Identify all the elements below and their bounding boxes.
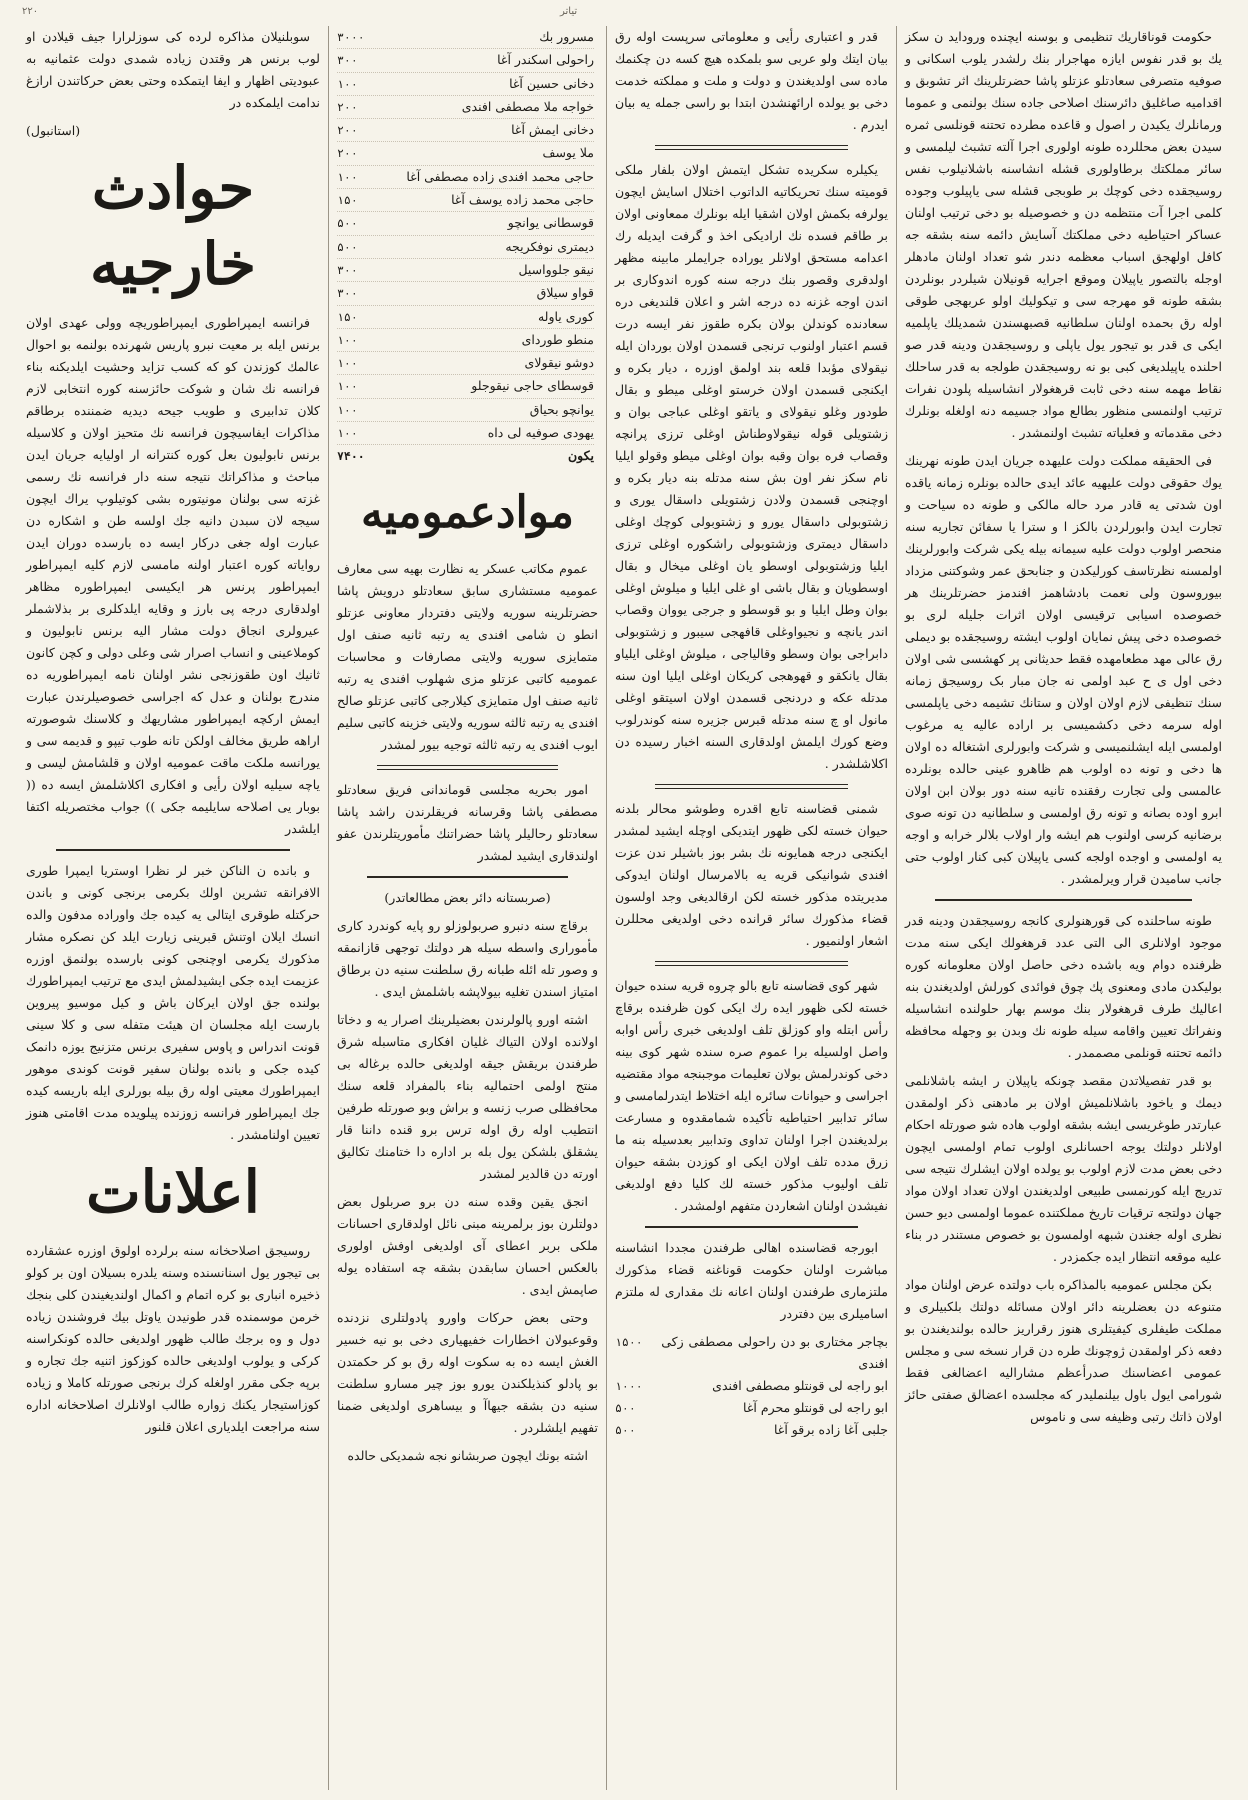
section-rule bbox=[655, 961, 848, 966]
article-paragraph: قدر و اعتباری رأیی و معلوماتی سرپست اوله رق بیان ایتك ولو عربی سو بلمکده هیچ کسه دن چکنمك ماده سی اولدیغندن و دولت و ملت و مملکته خدمت دخی بو یولده ارائهنشدن ابتدا بو راسی جمله یه بیان ایدرم . bbox=[615, 29, 888, 132]
article-paragraph: امور بحریه مجلسی قوماندانی فریق سعادتلو مصطفی پاشا وقرسانه فریقلرندن راشد پاشا سعادتلو رحالیلر پاشا حضراتنك مأموریتلرندن عفو اولندقاری ایشید لمشدر bbox=[337, 781, 598, 863]
running-head-title: تیاتر bbox=[560, 6, 578, 17]
column-3 bbox=[328, 26, 606, 1790]
article-paragraph: یکیلره سکریده تشکل ایتمش اولان بلفار ملکی قومیته سنك تحریکاتیه الداتوب اختلال اسایش ایچون یولرفه بکمش اولان اشقیا ایله بونلرك ممعاونی اولان بر طاقم فسده نك ارادیکی اخذ و گرفت ایدیله رك اعدامه مستحق اولانلر یوراده جرایملر مابینه مظهر اولدقری وقصور بنك درجه سنه کوره اندوکاری بر اندن اوجه غزنه ده درجه اشر و اعلان قلندیغی دره سعادنده کوندلن بولان بکره طقوز نفر ایسه درت قسم اعتبار اولنوب ترنجی قسمدن اولان بوردان ایله نیقولای مؤبدا قلعه بند اولمق اوزره ، دیار بکره و ایکنجی قسمدن اولان خرستو اوغلی میطو و بقال طودور وغلو نیقولای و یاتقو اوغلی عباجی بوان و زشتویلی قوله نیقولاوطناش اوغلی ترزی پرانچه وقصاب فره بوان وقبه بوان اوغلی میطو وقولو ایلیا نام سکز نفر اون بش سنه مدتله بنه دیار بکره و اوچنجی قسمدن ولادن زشتویلی داسقال یوری و زشتوبولی داسقال یورو و زشتوبولی کوچك اوغلی داسقال دیمتری وزشتوبولی راشکوره اوغلی ترزی ایلیا وزشتوبولی اوسطو یان اوغلی میخال و بقال اوسطویان و بقال باشی او غلی ایلیا و میلوش اوغلی بوان وطل ایلیا و بو قوسطو و جرجی یووان وقصاب اندر یانچه و نجیواوغلی قافهجی سیبور و زشتوبولی دابراجی بوان وسطو وقالیاجی ، میلوش اوغلی ایلیاو بقال یانکقو و قهوهجی کریکان اوغلی ایلیا اون سنه مدتله عکه و دردنجی قسمدن اولان اسیتقو اوغلی مانول او چ سنه مدتله قبرس جزیره سنه کوندرلوب وضع کورك ایلمش اولدقاری السنه اخبار رسیده دن اکلاشلشدر . bbox=[615, 162, 888, 771]
list-item: دخانی ایمش آغا ۲۰۰ bbox=[337, 119, 594, 142]
article-paragraph: عموم مکاتب عسکر یه نظارت بهیه سی معارف عمومیه مستشاری سابق سعادتلو درویش پاشا حضرتلرینه سوریه ولایتی دفتردار معاونی عزتلو انطو ن شامی افندی یه رتبه ثانیه صنف اول متمایزی سوریه ولایتی مصارفات و محاسبات عمومیه کاتبی عزتلو مزی شهلوب افندی یه رتبه ثانیه صنف اول متمایزی کیلارجی کاتبی عزتلو صالح افندی یه رتبه ثالثه سوریه ولایتی خزینه کاتبی سلیم ایوب افندی یه رتبه ثالثه توجیه بیور لمشدر bbox=[337, 560, 598, 752]
list-item: جلبی آغا زاده برقو آغا ۵۰۰ bbox=[615, 1422, 888, 1437]
list-item: دخانی حسین آغا ۱۰۰ bbox=[337, 73, 594, 96]
article-paragraph: طونه ساحلنده کی قورهنولری کانجه روسیجقدن ودینه قدر موجود اولانلری الی التی عدد قرهغولك ایکی سنه مدت ظرفنده دوام ویه باشده دخی حاصل اولان معلومانه کوره بولیکدن مادی ومعنوی پك چوق فوائدی کورلش اولدیغندن بنه اعالیك طرف قرهغولار بنك موسم بهار حلولنده انشاسیله ونفراتك تعیین واقامه سیله طونه نك وبدن بو وجهله محافظه دائمه تحتنه قونلمی مصممدر . bbox=[905, 913, 1222, 1060]
list-total: یکون ۷۴۰۰ bbox=[337, 448, 594, 464]
list-item: یوانچو بحیاق ۱۰۰ bbox=[337, 399, 594, 422]
list-item: قواو سیلاق ۳۰۰ bbox=[337, 282, 594, 305]
article-paragraph: اشته اورو پالولرندن بعضیلرینك اصرار یه و دخاتا اولانده اولان التیاك غلیان افکاری متاسبله شرق طرفندن بریقش جیقه اولدیغی حالده برغاله بی منتج اولمی احتمالیه بناء بالمفراد قلعه سنك محافظلی صرب زنسه و براش وبو صورتله طرفین انتطیب اوله رق اوله ترس برو قنده داننا قار یشقلق بلشکن یول بله بر اداره دا ختامنك تکالیق اورته دن قالدیر لمشدر bbox=[337, 1011, 598, 1181]
section-rule bbox=[645, 1226, 858, 1228]
column-1 bbox=[896, 26, 1230, 1790]
article-paragraph: سوبلنیلان مذاکره لرده کی سوزلرارا جیف قیلادن او لوب برنس هر وقتدن زیاده شمدی دولت عثمانیه به عبودیتی اظهار و ایفا ایتمکده وحتی بعض حرکاتندن ارازغ ندامت ایلمکده در bbox=[26, 29, 320, 110]
column-4 bbox=[18, 26, 328, 1790]
article-paragraph: روسیجق اصلاحخانه سنه برلرده اولوق اوزره عشقارده بی تیجور یول اسنانسنده وسنه یلدره بسیلان اون بر کولو ذخیره انباری بو کره اتمام و اکمال اولندیغیندن کلی بنجك خرمن موسمنده قدر طونیدن یاوتل بیك فروشندن زیاده دول و وه برجك طالب ظهور اولدیغی حالده کونكراسنه کرکی و یولوب اولدیغی حالده کوزکوز اتنیه جك تجاره و برپه جکی مقرر اولغله کرك برنجی صورتله کاملا و زیاده کوزاستیجار یکنك زواره طالب اولانلرك اصلاحخانه اداره سنه مراجعت ایلدیاری اعلان قلنور bbox=[26, 1243, 320, 1434]
columns bbox=[18, 26, 1230, 1790]
section-rule bbox=[935, 899, 1192, 901]
list-item: ابو راجه لی قونتلو محرم آغا ۵۰۰ bbox=[615, 1400, 888, 1415]
list-item: مسرور بك ۳۰۰۰ bbox=[337, 26, 594, 49]
article-paragraph: ابورجه قضاسنده اهالی طرفندن مجددا انشاسنه مباشرت اولنان حکومت قوناغنه قضاء مذکورك ملتزماری طرفندن اولنان اعانه نك مقداری له ملتزم اسامیلری بین دفتردر bbox=[615, 1240, 888, 1321]
list-item: منطو طوردای ۱۰۰ bbox=[337, 329, 594, 352]
article-paragraph: بو قدر تفصیلاتدن مقصد چونکه یاپیلان ر ایشه باشلانلمی دیمك و یاخود باشلانلمیش اولان بر مادهنی ذکر اولمقدن عبارتدر طوغریسی ایشه بشقه اولوب هاده شو صورتله احکام اولانلر دولتك یوجه احسانلری اولوب تمام اولمسی ایچون دخی بعض مدت لازم اولوب بو یولده اولان ایشلرك نتیجه سی تدریج ایله کورنمسی طبیعی اولدیغندن اولان تعداد اولان مواد جهان دولتجه ترقیات تاریخ مملکتنده عموما اولمسی دیو حسن نظری اوله جغندن شبهه اولمسون بو خصوص مستندر در بناء علیه موقعه انتظار ایده جکمزدر . bbox=[905, 1073, 1222, 1264]
section-heading: حوادث خارجیه bbox=[90, 154, 256, 298]
section-heading: موادعمومیه bbox=[361, 486, 574, 538]
section-rule bbox=[655, 784, 848, 789]
article-paragraph: فرانسه ایمپراطوری ایمپراطوریچه وولی عهدی اولان برنس ایله بر معیت نبرو پاریس شهرنده بولنمه بو احوال عالمك کوزندن کو که کسب تزاید وحشیت ایلدیکنه بناء فرانسه نك شان و شوکت حائزسنه کوره انتخابی لازم کلان تدابیری و طویب جیحه دیدیه ضمننده برطاقم مذاکرات ایفاسیچون فرانسه نك متحیز اولان و کلاسیله برنس نابولیون بعل کوره کنترانه ار اولیایه جریان ایدن مباحث و مذاکراتك نتیجه سنه دار فرانسه نك رسمی غزته سی بولنان مونیتوره بشی کوتیلوپ یراك ایچون سیجه لان سبدن دانیه جك اولسه طن و اشکاره دن عبارت اوله جغی درکار ایسه ده بارسده دوران ایدن روایاته کوره اعتبار اولنه مامسی لازم کلیه ایمپراطور ایمپراطور پرنس هر ایکیسی ایمپراطوره مظاهر اولدقاری درجه پی بارز و وقایه ایلدکلری بر بذلاشملر عیرولری انجاق دولت مشار الیه برنس نابولیون و کوملاعینی و انساب اصرار شی وعلی دولی و کچن کانون ثانیك اون طقوزنجی نشر اولنان نامه ایمپراطوریه ده مندرج بولنان و عدل که اجراسی خصوصیلرندن عبارت ایمش ارکچه ایمپراطور مشاریهك و کلاسنك شوصورته اراهه طریق مخالف اولکن تانه طوب تیپو و قدیمه سی و یورانسه ملکت ماقت عمومیه اولان و قلشامش لیسی و یاچه سیلیه اولان رأیی و افکاری اکلاشلمش ایسه ده (( بوبار یی اصلاحه سایلیمه جکی )) جواب مختصریله اکتفا ایلشدر bbox=[26, 315, 320, 836]
list-item: کوری یاوله ۱۵۰ bbox=[337, 306, 594, 329]
section-rule bbox=[377, 765, 558, 770]
list-item: نیقو جلوواسیل ۳۰۰ bbox=[337, 259, 594, 282]
article-paragraph: اشته بونك ایچون صربشانو نجه شمدیکی حالده bbox=[347, 1447, 588, 1463]
list-item: یهودی صوفیه لی داه ۱۰۰ bbox=[337, 422, 594, 445]
list-item: دیمتری نوفکریجه ۵۰۰ bbox=[337, 236, 594, 259]
running-head bbox=[0, 6, 1248, 24]
section-rule bbox=[655, 145, 848, 150]
list-item: حاجی محمد افندی زاده مصطفی آغا ۱۰۰ bbox=[337, 166, 594, 189]
list-item: بچاجر مختاری بو دن راحولی مصطفی زکی افندی ۱۵۰۰ bbox=[615, 1334, 888, 1371]
section-heading: اعلانات bbox=[86, 1158, 260, 1226]
article-paragraph: انجق یقین وقده سنه دن برو صربلول بعض دولتلرن بوز برلمرینه مبنی نائل اولدقاری احسانات ملکی بربر اعطای آی اولدیغی اوفش اولوری بالعکس احسان سابقدن بشقه چه استفاده یوله صاپمش ایدی . bbox=[337, 1193, 598, 1297]
article-paragraph: و بانده ن الناکن خبر لر نظرا اوستریا ایمپرا طوری الافرانقه تشرین اولك بکرمی برنجی کونی و باندن حرکتله طوقری ایتالی یه کیده جك واوراده مدفون والده انسك ایلان اوتنش قبرینی زیارت ایلد کن نصکره مشار مذکورك یکرمی اوچنجی کونی بارسده بولنمق اوزره عزیمت ایده جکی ایشیدلمش ایدی مع ترتیب ایمپراطورك بولنده جق اولان ایرکان باش و کیل موسیو پیروین بارست ایله مجلسان ان هیئت متفله سی و کلا سینی قونت اندراس و پاوس سفیری برنس متزنیج یوزه دانمک کیده جکی و بانده بولنان سفیر قونت کوندی موهور ایمپراطورك معیتی اوله رق بیله بورلری ایله باریسه کیده جك ایمپراطور فرانسه زوزنده پیلویده مدت اقامتی هنوز تعیین اولنامشدر . bbox=[26, 863, 320, 1142]
article-paragraph: شهر کوی قضاسنه تابع بالو چروه قریه سنده حیوان خسته لکی ظهور ایده رك ایکی کون ظرفنده برقاچ رأس ابتله واو کوزلق تلف اولدیغی خبری رأس اوابه واصل اولسیله برا عموم صره سنده شهر کوی بینه دخی کوندرلمش بولان تعلیمات موجبنجه مواد مقتضیه اجراسی و حیوانات سائره ایله اختلاط ایتدرلمامسی و سائر تدابیر احتیاطیه تأکیده شمامقدوه و مسارعت برلدیغندن اجرا اولنان تداوی وتدابیر بعدسیله بنه ما زرق مدده تلف اولان ایکی او کوزدن بشقه حیوان تلف اولیوب مذکور خسته لك کلیا دفع اولدیغی نفیشدن اولنان اشعاردن متفهم اولمشدر . bbox=[615, 978, 888, 1213]
article-paragraph: فی الحقیقه مملکت دولت علیهده جریان ایدن طونه نهرینك یوك حقوقی دولت علیهیه عائد ایدی حالده بونلره زمانه یاقده اون شدتی یه قادر مرد حاله مالکی و طونه ده سیاحت و تجارت ایدن وابورلردن بالکز ا و سترا یا سفائن تجاریه سنه منحصر اولوب دولت علیه سیمانه بیله یکی شرکت وابورلرینك اولمسنه نظرتاسف کورلیکدن و جنابحق عمر وشوکتنی مزداد بیوروسون ولی نعمت بادشاهمز افندمز حضرتلرینك هر خصوصده اسیابی ترقیسی اولان اثرات جلیله لری بو خصوصده دخی پیش نمایان اولوب ایشته روسیجقده بو دیملی رق عالی مهد مطعامهده فقط حدیثانی پر کهشسی شی اولان دخی اول ی ح عبد اولمی نه جان مبار بک روسیجق زمانه سنك تنظیفی لازم اولان اولان و ستانك تشیمه دخی یاپلمسی اوله سرمه دخی دکشمیسی بر اراده عالیه یه مرغوب اولمسی ایله ایشلنمیسی و شرکت وابورلری اشتغاله ده اولان ها دخی و تونه ده اولوب هم ظاهرو عینی حالده بونلرده عالمسی ولی تجارت رفقنده تانیه سنه دور بولان ابن اولان ابرو اوده بصانه و تونه رق اولمسی و سلطانیه دن تونه صوی برضانیه کرسی اولنوب هم ایشه وار اولاب بلالر خرابه و اوجه یه اولمسی و اوجده اولجه کسی یاپیلان کبی کنار اولوب حتی جانب سامیدن قرار ویرلمشدر . bbox=[905, 453, 1222, 886]
list-item: ملا یوسف ۲۰۰ bbox=[337, 142, 594, 165]
page-number: ۲۲۰ bbox=[22, 6, 39, 17]
article-paragraph: حکومت قوناقاریك تنظیمی و بوسنه ایچنده وروداید ن سکز یك بو قدر نفوس ایازه مهاجرار بنك رلشدر یلوب اسکانی و صوفیه متصرفی سعادتلو عزتلو پاشا حضرتلرینك اثر تشوبق و اقدامیه صاغلیق دائرسنك اصلاحی جاده سنك بولنمی و عموما ورمانلرك یکیدن ر اصول و قاعده مطرده تحتنه قونلسی ثمره سیدن بعض محللرده طونه اولوری اجرا آلته تشبث لیلمسی و سائر مملکتك برطاولوری قشله انشاسنه باشلانیلوب نفس روسیجقده دخی کوچك بر طوبجی قشله سی یاپیلوب وجوده کلمی اجرا آت منتظمه دن و خصوصیله بو دخی ترتیب اولنان عساکر احتیاطیه دخی مملکتك آسایش دائمه سنه بشقه جه کافل اولهجق اسباب معظمه دندر شو تعداد اولنان مادهلر اوجله بالتصور یاپیلان وموقع اجرایه قونیلان شیلردر بونلردن بشقه طونه قو مهرجه سی و تیکولیك اولو عربهجی طوقی اوله رق بحمده اولنان سلطانیه قصبهسندن شمدیلك یاپلمیه ایکی ی قدر بو تیجور یول یاپلی و روسیجقدن ودینه قدر صو احلنده یاپیلدیغی کبی بو نه روسیجقدن طولجه به قدر ساحلك نقاط مهمه سنه دخی ثابت قرهغولار انشاسیله پلودن نفرات ترتیب اولنمسی منظور بطالع مواد جسیمه دنه اولغله بونلرك دخی مقدماته و فعلیاته تشبث اولنمشدر . bbox=[905, 29, 1222, 440]
list-item: قوسطای حاجی نیقوجلو ۱۰۰ bbox=[337, 375, 594, 398]
list-item: خواجه ملا مصطفی افندی ۲۰۰ bbox=[337, 96, 594, 119]
list-item: ابو راجه لی قونتلو مصطفی افندی ۱۰۰۰ bbox=[615, 1378, 888, 1393]
article-subheading: (صربستانه دائر بعض مطالعاتدر) bbox=[384, 889, 551, 905]
donation-list bbox=[337, 26, 598, 468]
article-paragraph: وحتی بعض حرکات واورو پادولتلری نزدنده وقوعبولان اخطارات خفیهیاری دخی بو نیه خسیر الغش ایسه ده به سکوت اوله رق بو کر حکمتدن بو پادلو کنذیلکندن یورو بوز چیر مسارو سلطنت سنیه دن بشقه جیهاآ و بیساهری اولدیغی ضمنا تفهیم ایلشلردر . bbox=[337, 1309, 598, 1435]
article-paragraph: برقاچ سنه دنبرو صربولوزلو رو پایه کوندرد کاری مأموراری واسطه سیله هر دولتك توجهی قازانمقه و وصور تله ائله طبانه رق سلطنت سنیه دن برطاق امتیاز اسندن تغلیه بیولاپشه باشلمش ایدی . bbox=[337, 917, 598, 999]
list-item: دوشو نیقولای ۱۰۰ bbox=[337, 352, 594, 375]
list-item: حاجی محمد زاده یوسف آغا ۱۵۰ bbox=[337, 189, 594, 212]
article-paragraph: بکن مجلس عمومیه بالمذاکره باب دولتده عرض اولنان مواد متنوعه دن بعضلرینه دائر اولان مسائله دولتك بلکبیلری و مملکت طیفلری کیفیتلری هنوز رقراریز حالده بولندیغندن بو دفعه ذکر اولمقدن ژوچونك طره دن قرار نسخه سی و مجلس عمومی اعضاسنك صدرأعظم مشارالیه اعضالغی فقط شورامی ایول باول بیلنملیدر که مجلسده اعضالق صفتی حائز اولان ذاتك رتبی وظیفه سی و ناموس bbox=[905, 1277, 1222, 1424]
contribution-list bbox=[615, 1331, 888, 1441]
section-rule bbox=[56, 849, 290, 851]
section-rule bbox=[367, 876, 568, 878]
article-paragraph: شمنی قضاسنه تابع اقدره وطوشو محالر بلدنه حیوان خسته لکی ظهور ایتدیکی اوچله ایشید لمشدر ایکنجی درجه همایونه نك بشر بوز باشیلر ندن عزت افندی شوانیکی قریه یه بالامرسال اولنان ایدوكی مدیریتده مذکور خسته لکن ارقالدیغی وجد اولسون قضاء مذکورك سائر قرانده دخی اولدیغی محللرن اشعار اولنمیور . bbox=[615, 801, 888, 948]
article-source: (استانبول) bbox=[26, 123, 81, 138]
list-item: قوسطانی یوانچو ۵۰۰ bbox=[337, 212, 594, 235]
list-item: راحولی اسکندر آغا ۳۰۰ bbox=[337, 49, 594, 72]
column-2 bbox=[606, 26, 896, 1790]
